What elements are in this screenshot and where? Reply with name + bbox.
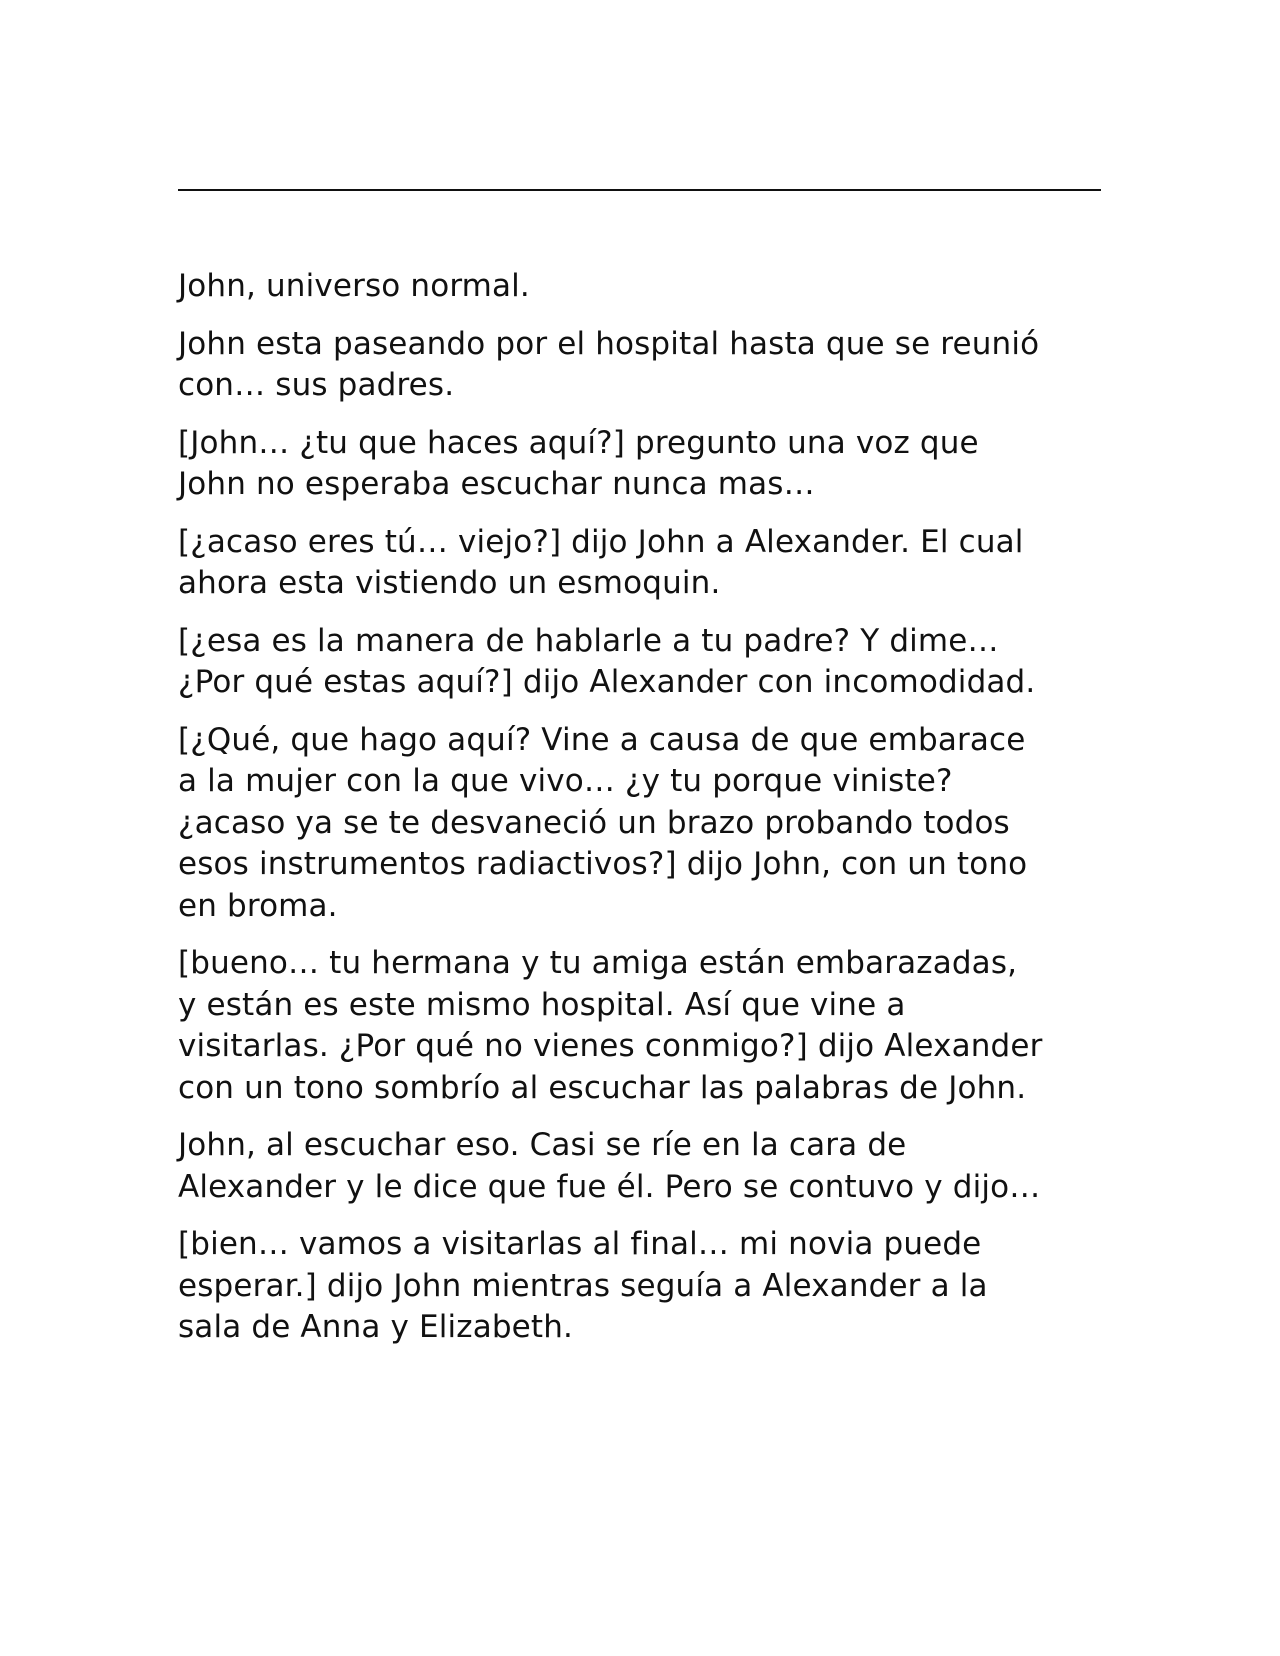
text-line: esos instrumentos radiactivos?] dijo John, con un tono [178, 846, 1028, 882]
paragraph-9 [178, 1224, 1108, 1349]
text-line: John esta paseando por el hospital hasta que se reunió [178, 325, 1040, 362]
text-line: ¿acaso ya se te desvaneció un brazo probando todos [178, 804, 1010, 841]
paragraph-6 [178, 720, 1108, 928]
text-line: [John… ¿tu que haces aquí?] pregunto una voz que [178, 424, 979, 461]
header-rule [178, 189, 1101, 191]
paragraph-2 [178, 324, 1108, 407]
text-line: John no esperaba escuchar nunca mas… [178, 466, 815, 502]
text-line: con… sus padres. [178, 367, 455, 403]
text-line: a la mujer con la que vivo… ¿y tu porque viniste? [178, 763, 953, 799]
text-line: John, al escuchar eso. Casi se ríe en la cara de [178, 1127, 907, 1163]
text-line: ahora esta vistiendo un esmoquin. [178, 565, 721, 601]
text-line: [¿esa es la manera de hablarle a tu padre? Y dime… [178, 622, 999, 659]
paragraph-3 [178, 423, 1108, 506]
text-line: John, universo normal. [178, 268, 530, 304]
text-line: esperar.] dijo John mientras seguía a Alexander a la [178, 1267, 988, 1304]
text-line: en broma. [178, 887, 338, 924]
paragraph-7 [178, 943, 1108, 1109]
text-line: [¿acaso eres tú… viejo?] dijo John a Alexander. El cual [178, 523, 1024, 560]
text-line: [bien… vamos a visitarlas al final… mi novia puede [178, 1226, 982, 1262]
text-line: con un tono sombrío al escuchar las palabras de John. [178, 1069, 1027, 1106]
paragraph-4 [178, 522, 1108, 605]
text-line: [¿Qué, que hago aquí? Vine a causa de que embarace [178, 721, 1026, 758]
text-line: sala de Anna y Elizabeth. [178, 1309, 574, 1345]
story-text [178, 266, 1108, 1365]
text-line: y están es este mismo hospital. Así que vine a [178, 986, 906, 1023]
text-line: [bueno… tu hermana y tu amiga están embarazadas, [178, 945, 1018, 981]
paragraph-8 [178, 1125, 1108, 1208]
text-line: ¿Por qué estas aquí?] dijo Alexander con incomodidad. [178, 664, 1036, 700]
paragraph-5 [178, 621, 1108, 704]
paragraph-1 [178, 266, 1108, 308]
text-line: Alexander y le dice que fue él. Pero se contuvo y dijo… [178, 1168, 1041, 1205]
text-line: visitarlas. ¿Por qué no vienes conmigo?] dijo Alexander [178, 1028, 1043, 1064]
